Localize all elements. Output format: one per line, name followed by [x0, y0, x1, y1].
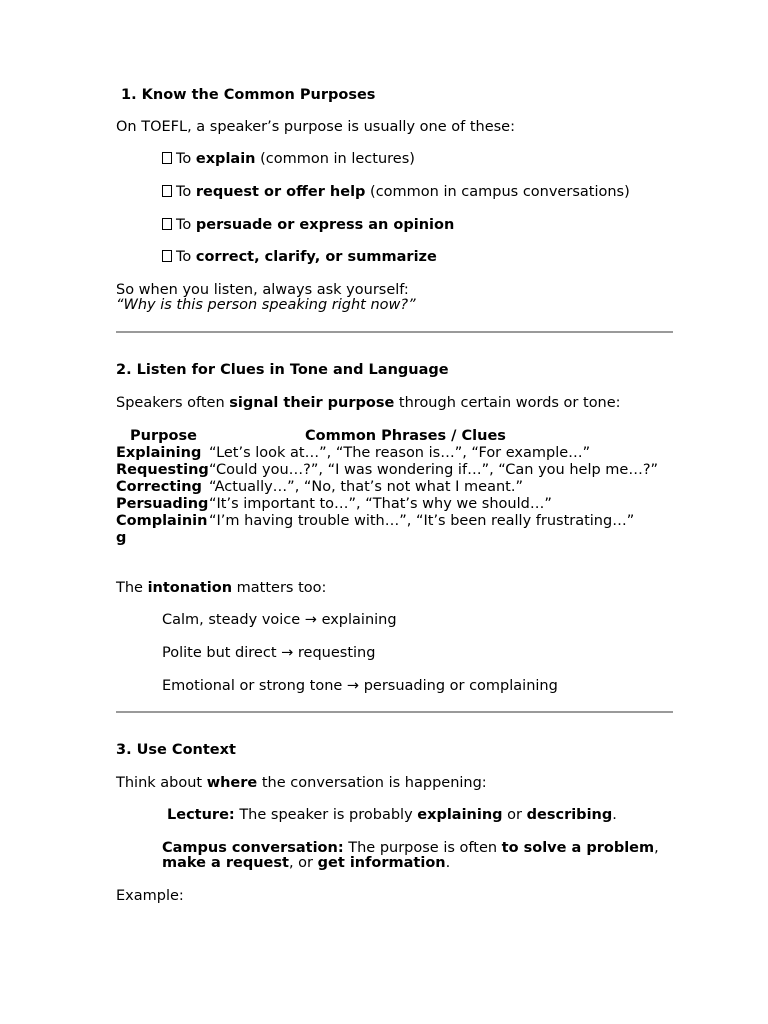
table-row	[116, 496, 705, 513]
tone-item: Polite but direct → requesting	[162, 645, 376, 661]
campus-context: Campus conversation: The purpose is often to solve a problem,	[162, 840, 659, 856]
section-3-heading: 3. Use Context	[116, 742, 236, 758]
section-1-heading: 1. Know the Common Purposes	[121, 87, 376, 103]
purpose-cell: Requesting	[116, 462, 209, 478]
section-1-intro: On TOEFL, a speaker’s purpose is usually one of these:	[116, 119, 515, 135]
checkbox-icon	[162, 185, 172, 197]
checkbox-icon	[162, 152, 172, 164]
section-divider	[116, 711, 673, 713]
tone-item: Emotional or strong tone → persuading or complaining	[162, 678, 558, 694]
clues-cell: “Could you…?”, “I was wondering if…”, “Can you help me…?”	[209, 462, 659, 478]
listen-line: So when you listen, always ask yourself:	[116, 282, 409, 298]
intonation-line: The intonation matters too:	[116, 580, 327, 596]
clues-cell: “Let’s look at…”, “The reason is…”, “For example…”	[209, 445, 591, 461]
section-3-intro: Think about where the conversation is happening:	[116, 775, 487, 791]
table-header-clues: Common Phrases / Clues	[305, 428, 506, 444]
lecture-context: Lecture: The speaker is probably explaining or describing.	[167, 807, 617, 823]
purpose-clues-table	[116, 428, 705, 547]
table-row	[116, 462, 705, 479]
clues-cell: “It’s important to…”, “That’s why we should…”	[209, 496, 552, 512]
purpose-item: To explain (common in lectures)	[162, 151, 722, 168]
checkbox-icon	[162, 250, 172, 262]
checkbox-icon	[162, 218, 172, 230]
section-2-intro: Speakers often signal their purpose through certain words or tone:	[116, 395, 621, 411]
clues-cell: “I’m having trouble with…”, “It’s been really frustrating…”	[209, 513, 635, 529]
purpose-cell: Correcting	[116, 479, 202, 495]
table-row	[116, 513, 705, 547]
campus-context-cont: make a request, or get information.	[162, 855, 451, 871]
purpose-item: To persuade or express an opinion	[162, 217, 722, 234]
example-label: Example:	[116, 888, 184, 904]
tone-item: Calm, steady voice → explaining	[162, 612, 397, 628]
clues-cell: “Actually…”, “No, that’s not what I meant.”	[209, 479, 523, 495]
purpose-item: To request or offer help (common in campus conversations)	[162, 184, 722, 201]
table-header-row	[116, 428, 705, 445]
table-row	[116, 445, 705, 462]
purpose-item: To correct, clarify, or summarize	[162, 249, 722, 266]
purpose-cell: Persuading	[116, 496, 209, 512]
purpose-cell: Complaining	[116, 513, 208, 546]
table-header-purpose: Purpose	[130, 428, 197, 444]
section-2-heading: 2. Listen for Clues in Tone and Language	[116, 362, 449, 378]
section-divider	[116, 331, 673, 333]
purpose-cell: Explaining	[116, 445, 202, 461]
guiding-question: “Why is this person speaking right now?”	[116, 297, 416, 313]
table-row	[116, 479, 705, 496]
